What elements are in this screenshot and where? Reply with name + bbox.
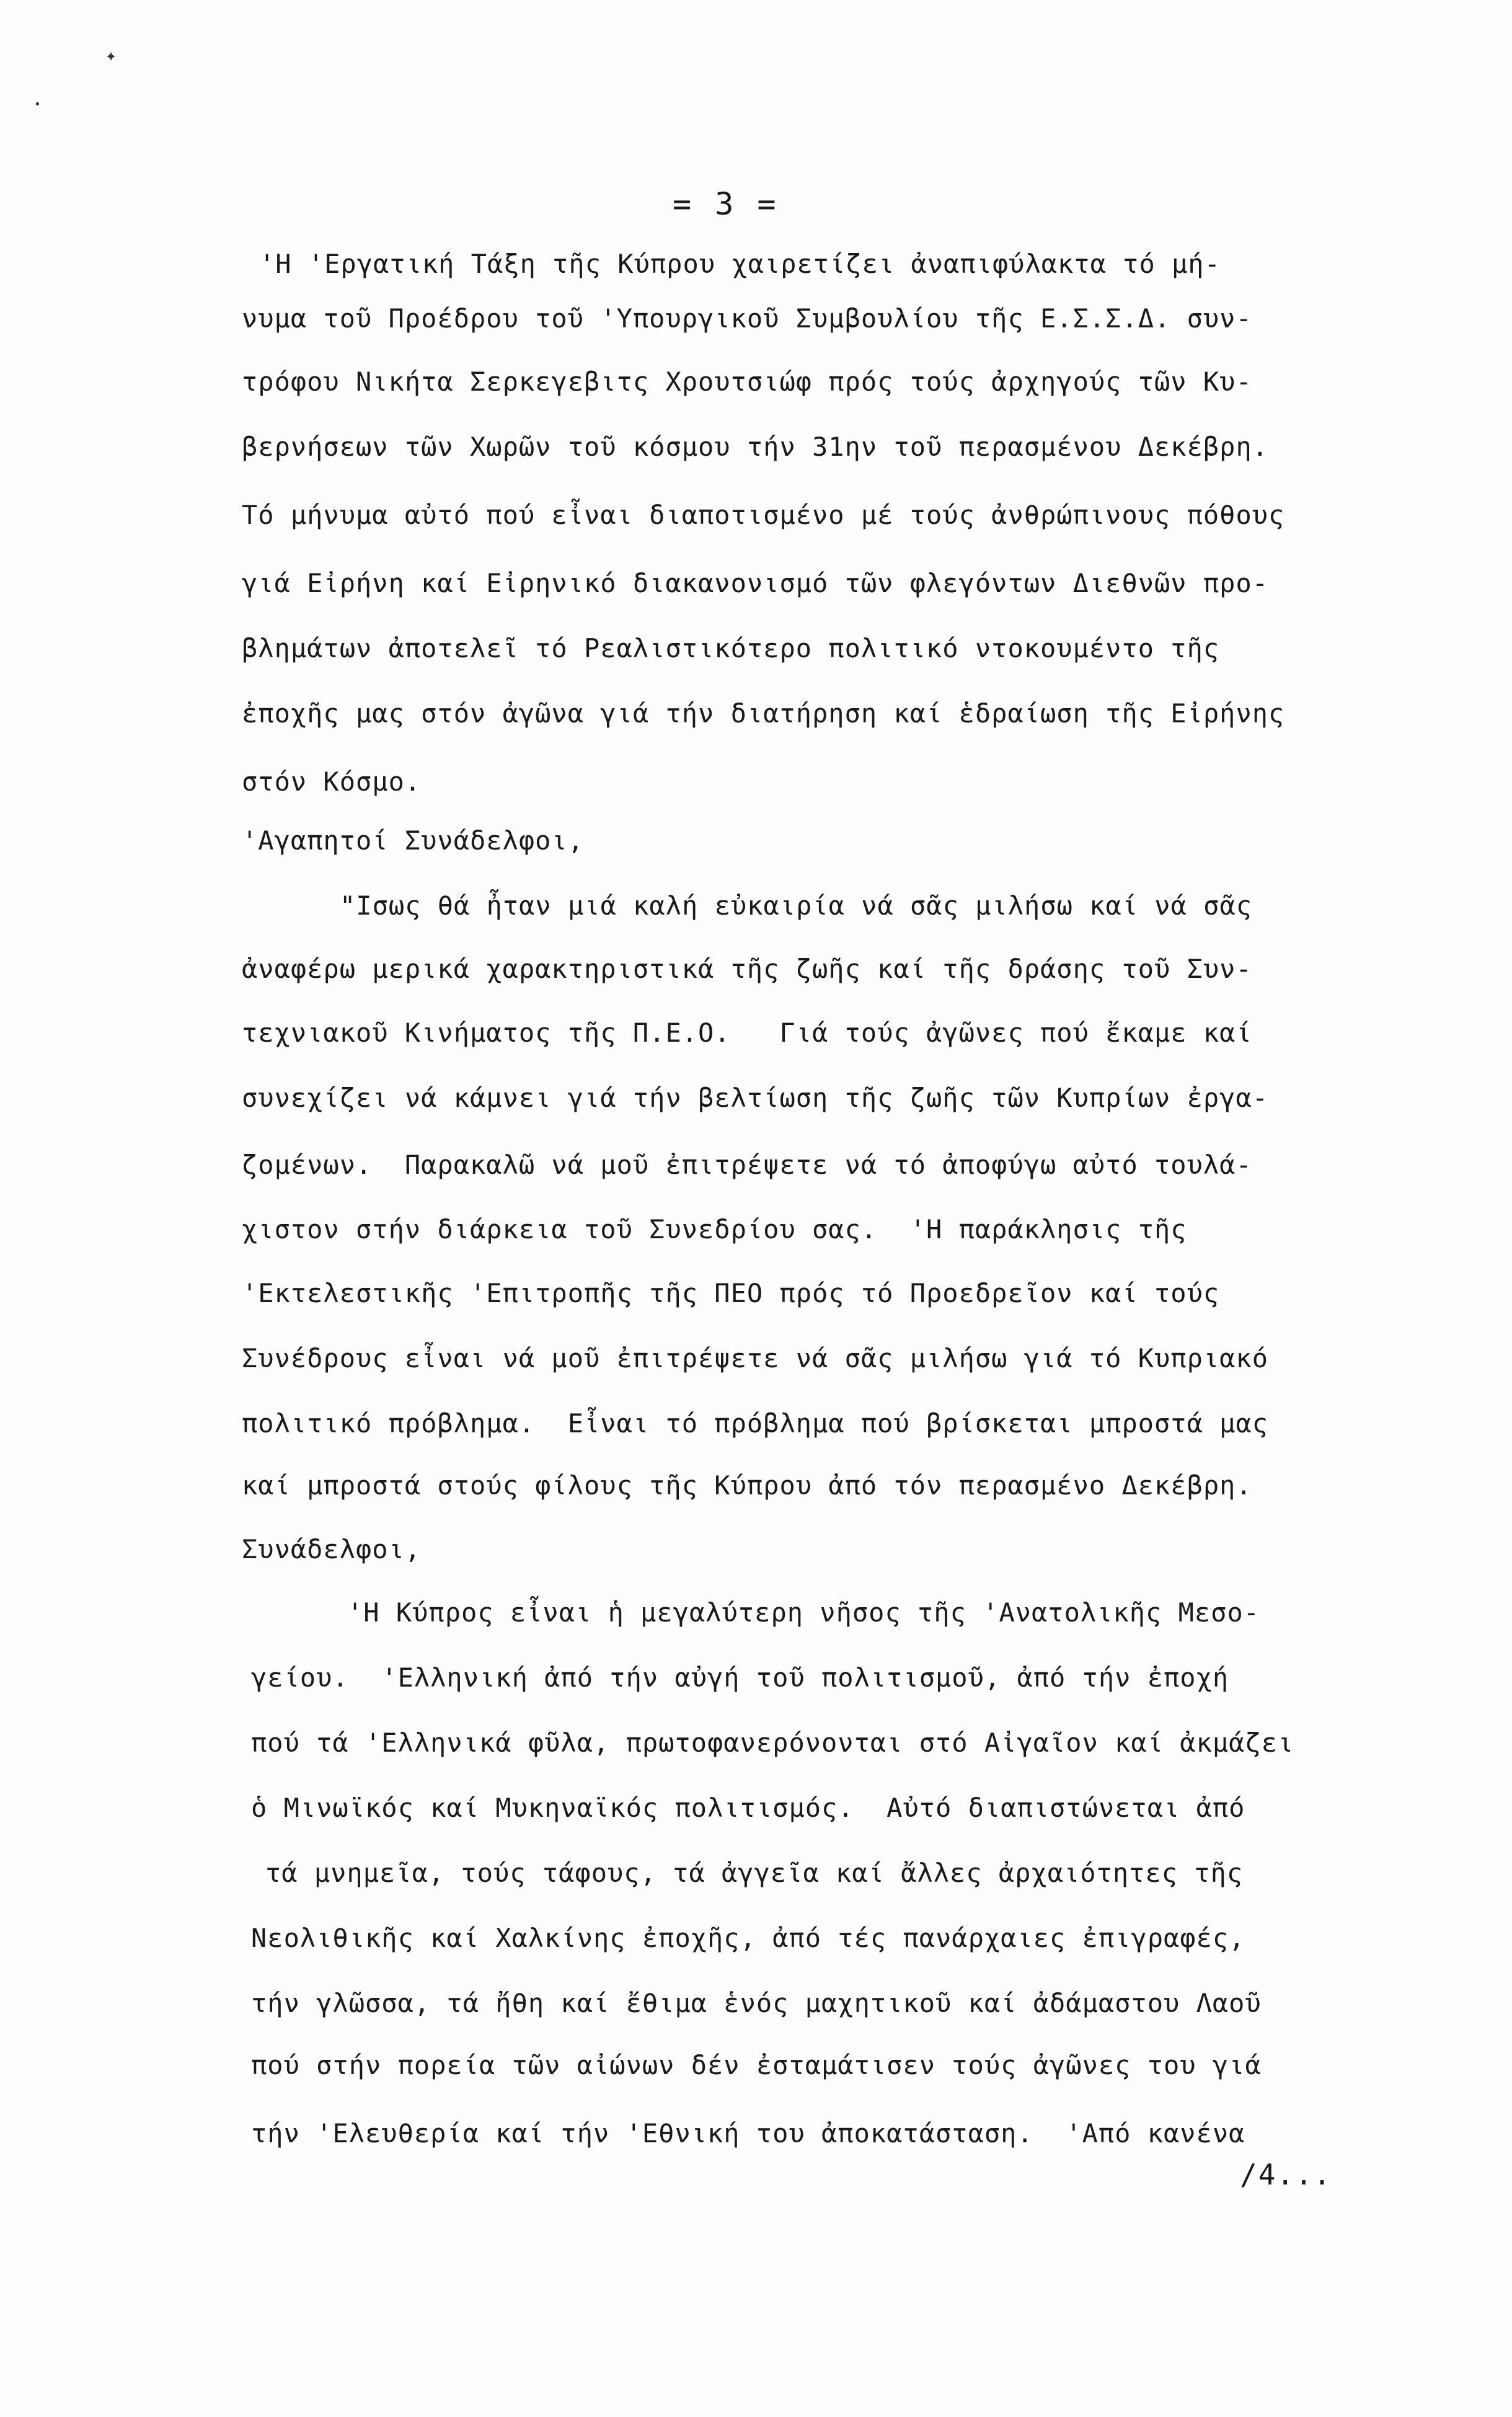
text-line: ἀναφέρω μερικά χαρακτηριστικά τῆς ζωῆς καί τῆς δράσης τοῦ Συν- (242, 954, 1252, 984)
text-line: ζομένων. Παρακαλῶ νά μοῦ ἐπιτρέψετε νά τό ἀποφύγω αὐτό τουλά- (242, 1150, 1252, 1180)
text-line: ἐποχῆς μας στόν ἀγῶνα γιά τήν διατήρηση καί ἑδραίωση τῆς Εἰρήνης (242, 698, 1285, 729)
text-line: "Ισως θά ἦταν μιά καλή εὐκαιρία νά σᾶς μιλήσω καί νά σᾶς (340, 890, 1253, 921)
text-line: 'Αγαπητοί Συνάδελφοι, (242, 825, 585, 856)
text-line: χιστον στήν διάρκεια τοῦ Συνεδρίου σας. 'Η παράκλησις τῆς (242, 1214, 1187, 1244)
text-line: ὁ Μινωϊκός καί Μυκηναϊκός πολιτισμός. Αὐτό διαπιστώνεται ἀπό (251, 1793, 1245, 1823)
text-line: Συνάδελφοι, (242, 1534, 422, 1564)
ink-speck: • (34, 98, 41, 111)
text-line: βλημάτων ἀποτελεῖ τό Ρεαλιστικότερο πολιτικό ντοκουμέντο τῆς (242, 633, 1220, 663)
text-line: συνεχίζει νά κάμνει γιά τήν βελτίωση τῆς ζωῆς τῶν Κυπρίων ἐργα- (242, 1083, 1269, 1113)
ink-speck: ✦ (105, 45, 117, 66)
text-line: Τό μήνυμα αὐτό πού εἶναι διαποτισμένο μέ τούς ἀνθρώπινους πόθους (242, 500, 1285, 530)
text-line: καί μπροστά στούς φίλους τῆς Κύπρου ἀπό τόν περασμένο Δεκέβρη. (242, 1470, 1252, 1501)
text-line: τεχνιακοῦ Κινήματος τῆς Π.Ε.Ο. Γιά τούς ἀγῶνες πού ἔκαμε καί (242, 1018, 1252, 1048)
text-line: γείου. 'Ελληνική ἀπό τήν αὐγή τοῦ πολιτισμοῦ, ἀπό τήν ἐποχή (251, 1662, 1229, 1693)
text-line: 'Εκτελεστικῆς 'Επιτροπῆς τῆς ΠΕΟ πρός τό Προεδρεῖον καί τούς (242, 1278, 1220, 1308)
text-line: τρόφου Νικήτα Σερκεγεβιτς Χρουτσιώφ πρός τούς ἀρχηγούς τῶν Κυ- (242, 366, 1252, 397)
text-line: τήν γλῶσσα, τά ἤθη καί ἔθιμα ἑνός μαχητικοῦ καί ἀδάμαστου Λαοῦ (251, 1988, 1262, 2018)
text-line: Συνέδρους εἶναι νά μοῦ ἐπιτρέψετε νά σᾶς μιλήσω γιά τό Κυπριακό (242, 1343, 1269, 1373)
text-line: νυμα τοῦ Προέδρου τοῦ 'Υπουργικοῦ Συμβουλίου τῆς Ε.Σ.Σ.Δ. συν- (242, 303, 1252, 334)
text-line: πολιτικό πρόβλημα. Εἶναι τό πρόβλημα πού βρίσκεται μπροστά μας (242, 1408, 1269, 1439)
text-line: στόν Κόσμο. (242, 766, 422, 797)
text-line: τήν 'Ελευθερία καί τήν 'Εθνική του ἀποκατάσταση. 'Από κανένα (251, 2118, 1245, 2149)
text-line: 'Η 'Εργατική Τάξη τῆς Κύπρου χαιρετίζει ἀναπιφύλακτα τό μή- (259, 249, 1221, 279)
continuation-marker: /4... (1240, 2158, 1332, 2191)
text-line: πού στήν πορεία τῶν αἰώνων δέν ἐσταμάτισεν τούς ἀγῶνες του γιά (251, 2050, 1262, 2080)
text-line: Νεολιθικῆς καί Χαλκίνης ἐποχῆς, ἀπό τές πανάρχαιες ἐπιγραφές, (251, 1923, 1245, 1953)
text-line: γιά Εἰρήνη καί Εἰρηνικό διακανονισμό τῶν φλεγόντων Διεθνῶν προ- (242, 568, 1269, 598)
text-line: πού τά 'Ελληνικά φῦλα, πρωτοφανερόνονται στό Αἰγαῖον καί ἀκμάζει (251, 1727, 1294, 1758)
page-number: = 3 = (673, 186, 779, 222)
text-line: βερνήσεων τῶν Χωρῶν τοῦ κόσμου τήν 31ην τοῦ περασμένου Δεκέβρη. (242, 432, 1269, 462)
text-line: 'Η Κύπρος εἶναι ἡ μεγαλύτερη νῆσος τῆς 'Ανατολικῆς Μεσο- (347, 1597, 1260, 1628)
text-line: τά μνημεῖα, τούς τάφους, τά ἀγγεῖα καί ἄλλες ἀρχαιότητες τῆς (265, 1858, 1244, 1888)
